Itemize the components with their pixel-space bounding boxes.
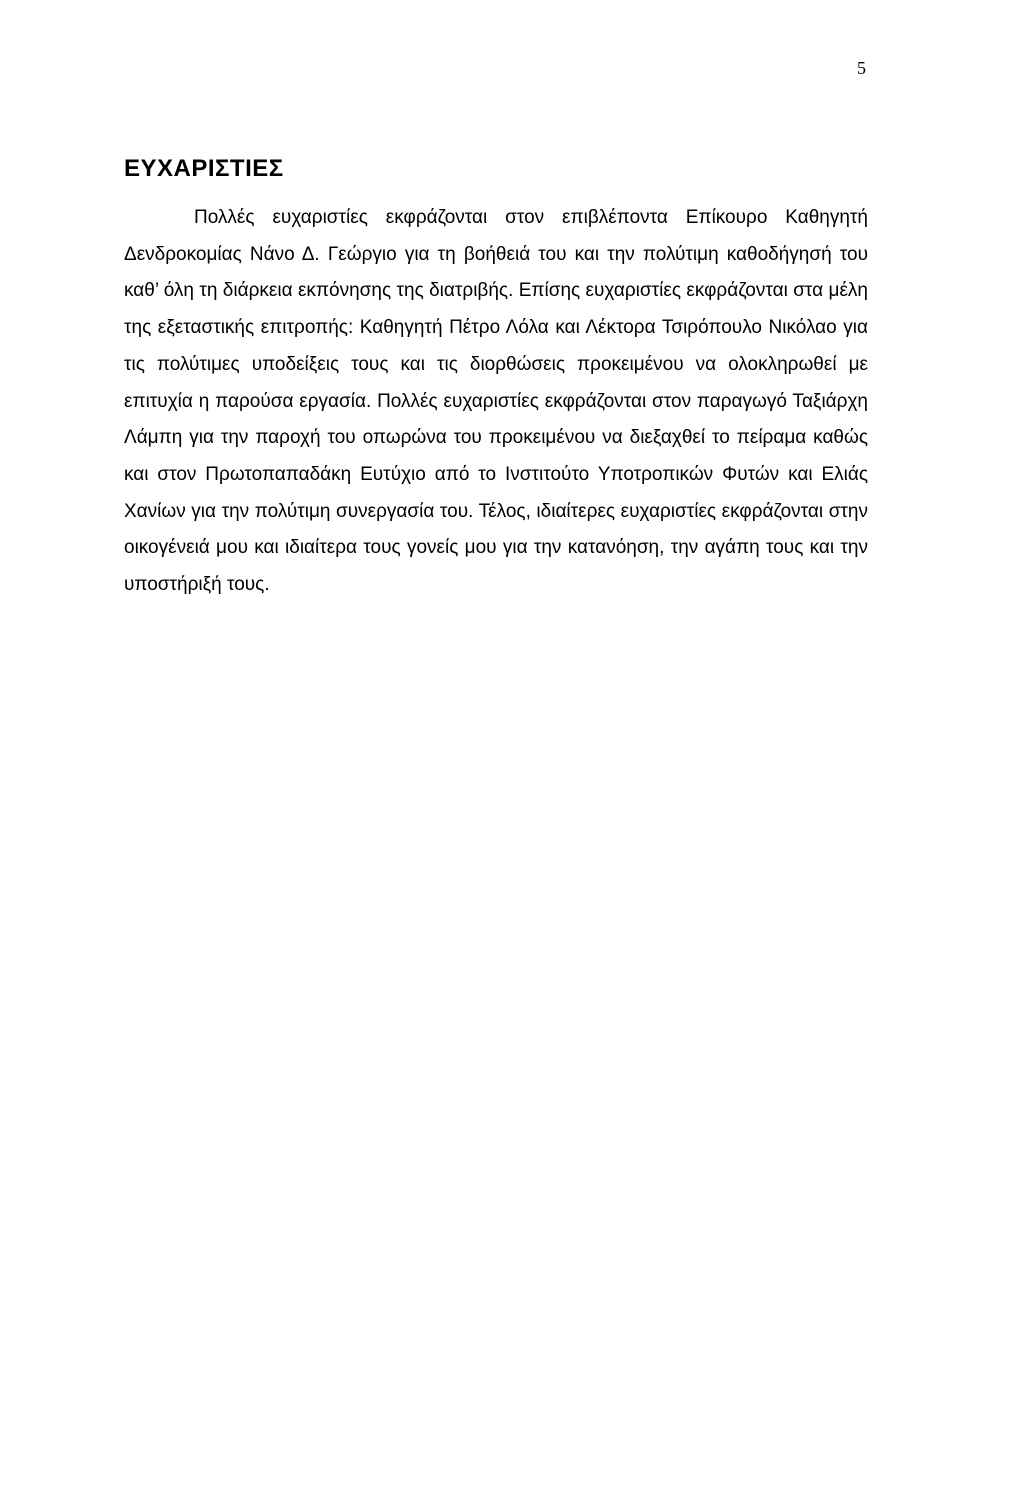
- page-title: ΕΥΧΑΡΙΣΤΙΕΣ: [124, 155, 284, 182]
- page-number: 5: [857, 58, 866, 78]
- acknowledgements-paragraph: Πολλές ευχαριστίες εκφράζονται στον επιβλέποντα Επίκουρο Καθηγητή Δενδροκομίας Νάνο Δ. Γεώργιο για τη βοήθειά του και την πολύτιμη καθοδήγησή του καθ’ όλη τη διάρκεια εκπόνησης της διατριβής. Επίσης ευχαριστίες εκφράζονται στα μέλη της εξεταστικής επιτροπής: Καθηγητή Πέτρο Λόλα και Λέκτορα Τσιρόπουλο Νικόλαο για τις πολύτιμες υποδείξεις τους και τις διορθώσεις προκειμένου να ολοκληρωθεί με επιτυχία η παρούσα εργασία. Πολλές ευχαριστίες εκφράζονται στον παραγωγό Ταξιάρχη Λάμπη για την παροχή του οπωρώνα του προκειμένου να διεξαχθεί το πείραμα καθώς και στον Πρωτοπαπαδάκη Ευτύχιο από το Ινστιτούτο Υποτροπικών Φυτών και Ελιάς Χανίων για την πολύτιμη συνεργασία του. Τέλος, ιδιαίτερες ευχαριστίες εκφράζονται στην οικογένειά μου και ιδιαίτερα τους γονείς μου για την κατανόηση, την αγάπη τους και την υποστήριξή τους.: [124, 207, 868, 596]
